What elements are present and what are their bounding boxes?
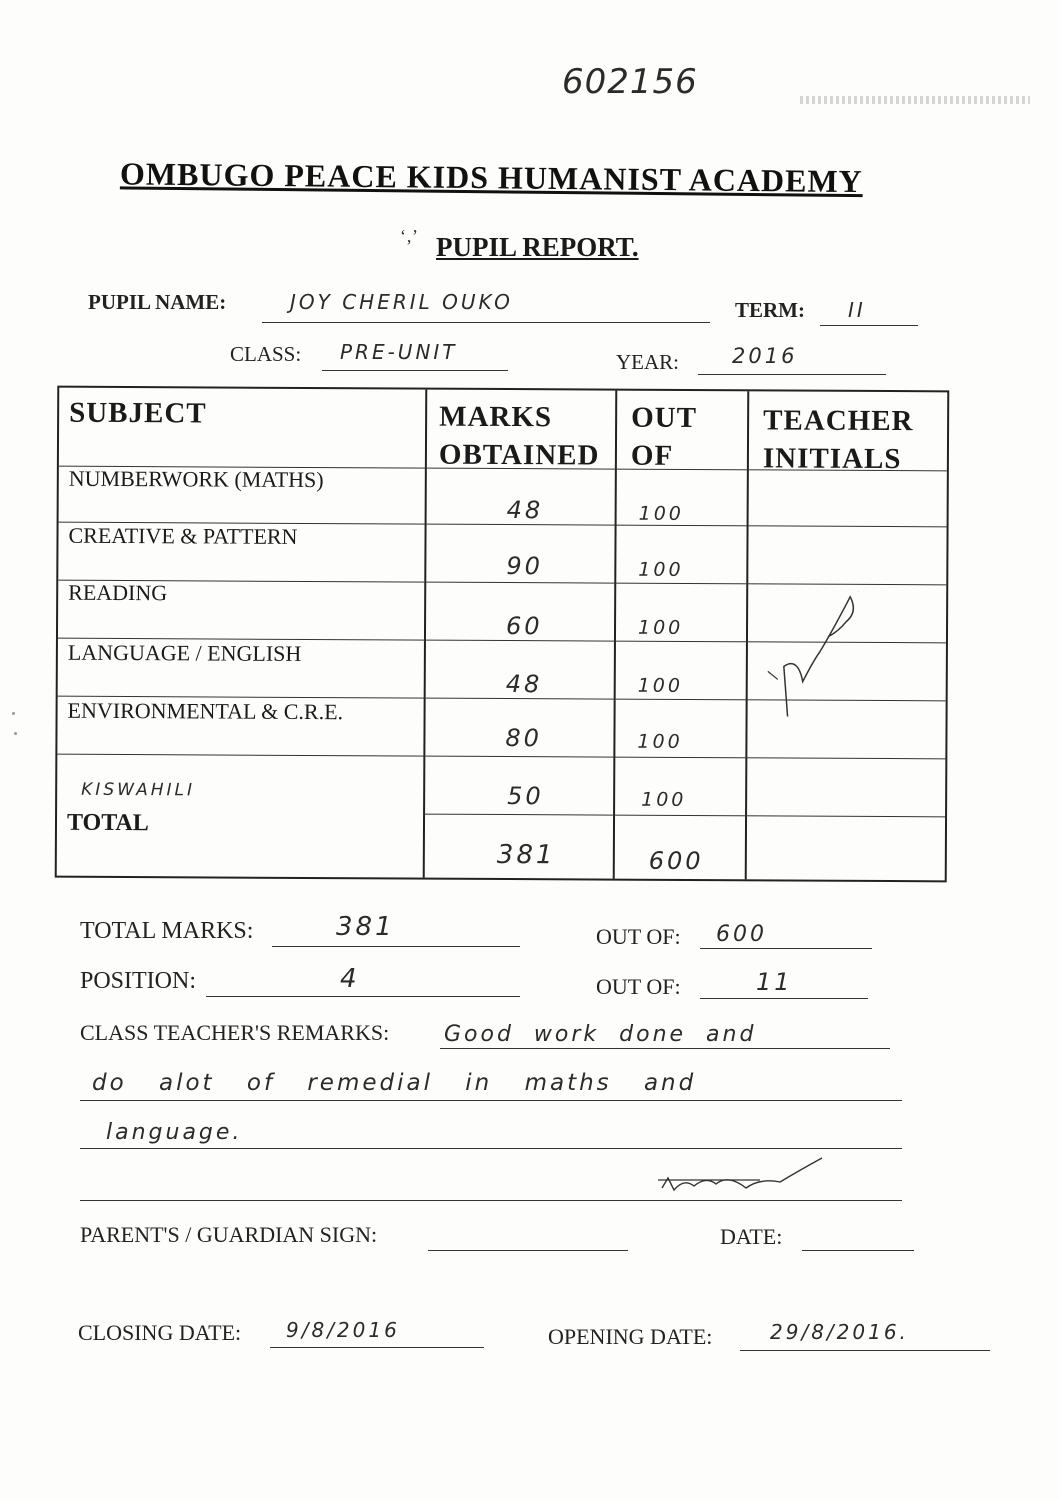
out-of-cell: 100 [637,674,684,697]
term-value: II [848,298,866,322]
position-line [206,996,520,997]
out-of-cell: 100 [637,730,683,753]
header-marks-1: MARKS [439,400,553,434]
total-marks-line [272,946,520,947]
marks-cell: 60 [505,612,543,641]
year-label: YEAR: [616,350,679,374]
opening-date-value: 29/8/2016. [770,1320,909,1344]
pupil-name-label: PUPIL NAME: [88,290,227,314]
remarks-line [80,1100,902,1101]
results-table [55,386,950,883]
scan-speck [14,732,17,735]
header-out-1: OUT [631,401,698,435]
position-out-label: OUT OF: [596,974,681,999]
term-line [820,325,918,326]
remarks-text-3: language. [106,1120,243,1145]
marks-cell: 90 [506,552,543,581]
out-of-cell: 100 [638,558,684,581]
header-marks-2: OBTAINED [438,438,600,472]
header-teacher-1: TEACHER [763,404,914,438]
col-divider [745,391,750,879]
position-out-value: 11 [756,968,793,996]
total-marks-cell: 381 [496,839,556,871]
out-of-cell: 100 [638,502,684,525]
class-teacher-signature [650,1150,830,1200]
position-label: POSITION: [80,968,197,994]
class-line [322,370,508,371]
subject-cell: LANGUAGE / ENGLISH [67,639,302,666]
class-value: PRE-UNIT [340,340,458,364]
pupil-name-line [262,322,710,323]
marks-cell: 80 [505,724,543,753]
opening-date-label: OPENING DATE: [548,1324,713,1349]
out-of-cell: 100 [641,788,687,811]
parent-sign-label: PARENT'S / GUARDIAN SIGN: [80,1222,378,1247]
subject-cell: READING [68,579,168,606]
teacher-initials-signature [757,591,868,732]
closing-date-line [270,1347,484,1348]
total-marks-label: TOTAL MARKS: [80,918,254,944]
row-divider [423,814,945,818]
parent-sign-line [428,1250,628,1251]
out-of-cell: 100 [637,616,684,639]
total-out-of-cell: 600 [648,846,704,876]
remarks-text-2: do alot of remedial in maths and [92,1070,697,1096]
class-label: CLASS: [230,342,302,366]
row-divider [57,754,945,760]
row-divider [58,580,946,586]
position-value: 4 [340,964,360,994]
col-divider [423,390,428,878]
col-divider [613,391,618,879]
marks-cell: 48 [505,670,543,699]
school-name: OMBUGO PEACE KIDS HUMANIST ACADEMY [119,155,863,200]
pupil-name-value: JOY CHERIL OUKO [290,290,513,314]
total-out-line [700,948,872,949]
quote-mark: ‘‚’ [400,226,418,246]
marks-cell: 50 [507,782,544,811]
remarks-line [80,1200,902,1201]
subject-cell: ENVIRONMENTAL & C.R.E. [67,697,344,725]
year-line [698,374,886,375]
subject-cell: NUMBERWORK (MATHS) [68,465,324,493]
header-out-2: OF [630,439,674,472]
year-value: 2016 [732,344,798,368]
scan-noise [800,96,1030,104]
total-out-label: OUT OF: [596,924,681,949]
opening-date-line [740,1350,990,1351]
total-out-value: 600 [716,922,767,947]
remarks-line [440,1048,890,1049]
total-marks-value: 381 [336,912,395,942]
document-number: 602156 [562,62,698,102]
remarks-text-1: Good work done and [444,1022,757,1047]
subject-cell: CREATIVE & PATTERN [68,522,298,549]
total-label: TOTAL [66,809,149,837]
header-subject: SUBJECT [69,396,207,430]
header-teacher-2: INITIALS [762,442,902,476]
date-line [802,1250,914,1251]
closing-date-label: CLOSING DATE: [78,1320,242,1345]
marks-cell: 48 [506,496,544,525]
scan-speck [12,712,15,715]
subject-cell: KISWAHILI [81,779,196,801]
term-label: TERM: [735,298,805,322]
position-out-line [700,998,868,999]
remarks-line [80,1148,902,1149]
report-title: PUPIL REPORT. [436,232,639,262]
closing-date-value: 9/8/2016 [286,1318,400,1342]
date-label: DATE: [720,1224,783,1249]
remarks-label: CLASS TEACHER'S REMARKS: [80,1020,390,1045]
